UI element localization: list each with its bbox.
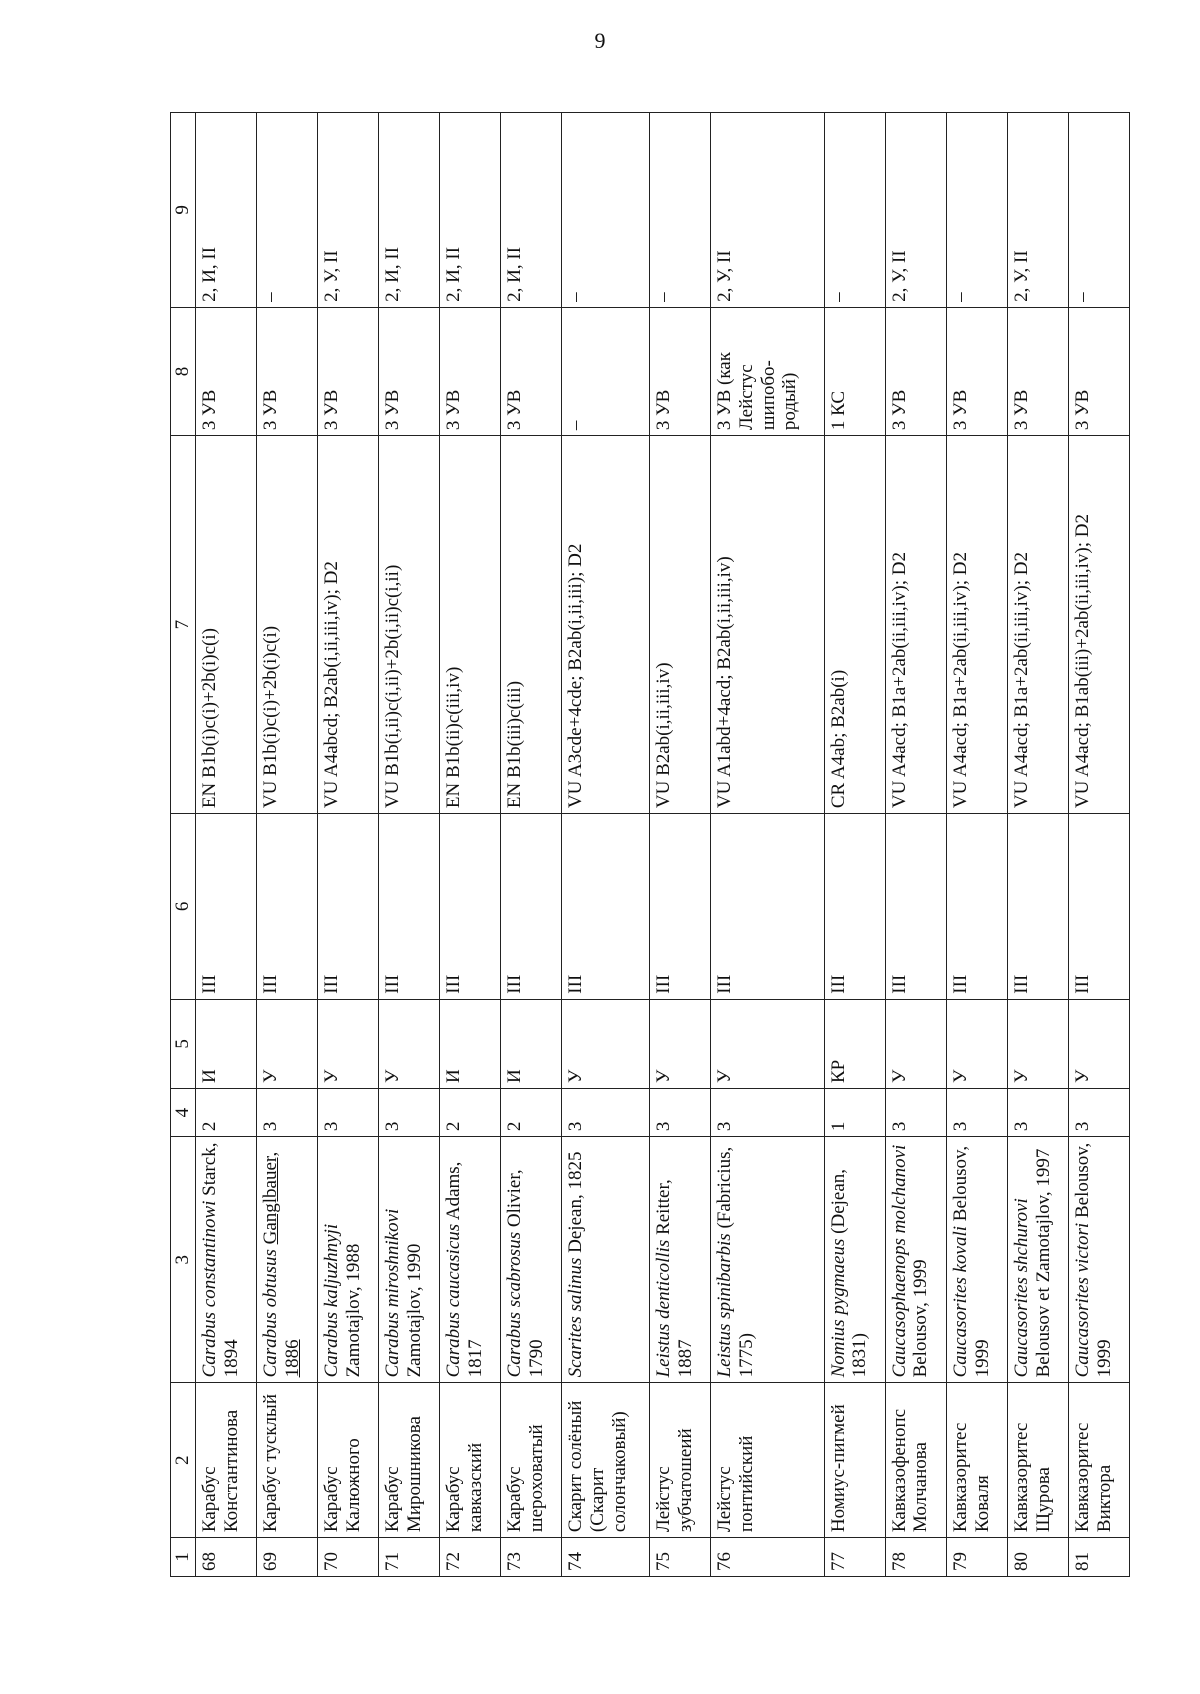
cell-col8: 3 УВ <box>501 307 562 435</box>
cell-col5: У <box>1007 999 1068 1088</box>
latin-genus-species: Carabus kaljuzhnyji <box>321 1223 343 1378</box>
cell-col6: III <box>501 814 562 1000</box>
cell-col6: III <box>257 814 318 1000</box>
cell-col6: III <box>440 814 501 1000</box>
header-cell: 7 <box>171 436 196 814</box>
latin-author: Ganglbauer, 1886 <box>260 1151 303 1378</box>
row-number: 69 <box>257 1538 318 1577</box>
cell-col7: VU A4acd; B1ab(iii)+2ab(ii,iii,iv); D2 <box>1068 436 1129 814</box>
cell-col8: 3 УВ <box>946 307 1007 435</box>
header-cell: 6 <box>171 814 196 1000</box>
latin-genus-species: Caucasorites victori <box>1071 1222 1093 1378</box>
row-number: 75 <box>649 1538 710 1577</box>
rotated-table-wrapper <box>170 112 1130 1577</box>
latin-name <box>824 1137 885 1383</box>
russian-name: Кавказоритес Коваля <box>946 1383 1007 1538</box>
russian-name: Кавказофенопс Молчанова <box>885 1383 946 1538</box>
header-cell: 3 <box>171 1137 196 1383</box>
page-number: 9 <box>594 28 606 53</box>
cell-col9: – <box>1068 113 1129 308</box>
latin-genus-species: Leistus spinibarbis <box>713 1233 735 1378</box>
latin-name <box>562 1137 649 1383</box>
cell-col7: VU A1abd+4acd; B2ab(i,ii,iii,iv) <box>710 436 824 814</box>
row-number: 74 <box>562 1538 649 1577</box>
latin-name <box>501 1137 562 1383</box>
latin-author: Belousov, 1999 <box>910 1259 932 1378</box>
latin-genus-species: Carabus scabrosus <box>504 1231 526 1378</box>
cell-col6: III <box>1068 814 1129 1000</box>
cell-col5: У <box>318 999 379 1088</box>
header-cell: 8 <box>171 307 196 435</box>
latin-genus-species: Carabus obtusus <box>260 1249 282 1378</box>
table-row <box>379 113 440 1577</box>
cell-col8: 3 УВ <box>649 307 710 435</box>
cell-col9: 2, И, II <box>501 113 562 308</box>
russian-name: Карабус тусклый <box>257 1383 318 1538</box>
cell-col6: III <box>885 814 946 1000</box>
latin-name <box>649 1137 710 1383</box>
cell-col7: VU A4acd; B1a+2ab(ii,iii,iv); D2 <box>946 436 1007 814</box>
cell-col5: У <box>946 999 1007 1088</box>
cell-col7: VU B1b(i)c(i)+2b(i)c(i) <box>257 436 318 814</box>
latin-name <box>440 1137 501 1383</box>
table-row <box>501 113 562 1577</box>
latin-author: (Dejean, 1831) <box>827 1168 871 1378</box>
latin-name <box>379 1137 440 1383</box>
cell-col8: 3 УВ <box>196 307 257 435</box>
russian-name: Карабус Мирошникова <box>379 1383 440 1538</box>
latin-author: Belousov et Zamotajlov, 1997 <box>1032 1148 1054 1378</box>
russian-name: Кавказоритес Виктора <box>1068 1383 1129 1538</box>
latin-genus-species: Carabus caucasicus <box>443 1223 465 1378</box>
latin-genus-species: Nomius pygmaeus <box>827 1238 849 1378</box>
cell-col9: 2, У, II <box>318 113 379 308</box>
cell-col8: 3 УВ (как Лейстус шипобо-родый) <box>710 307 824 435</box>
latin-author: (Fabricius, 1775) <box>713 1146 757 1378</box>
latin-genus-species: Caucasophaenops molchanovi <box>888 1144 910 1378</box>
row-number: 71 <box>379 1538 440 1577</box>
latin-author: Reitter, 1887 <box>652 1179 696 1378</box>
table-row <box>562 113 649 1577</box>
cell-col7: VU A3cde+4cde; B2ab(i,ii,iii); D2 <box>562 436 649 814</box>
latin-author: Olivier, 1790 <box>504 1169 548 1378</box>
latin-name <box>710 1137 824 1383</box>
cell-col5: У <box>649 999 710 1088</box>
table-body <box>196 113 1130 1577</box>
table-row <box>885 113 946 1577</box>
cell-col7: VU A4acd; B1a+2ab(ii,iii,iv); D2 <box>885 436 946 814</box>
cell-col7: EN B1b(i)c(i)+2b(i)c(i) <box>196 436 257 814</box>
russian-name: Лейстус понтийский <box>710 1383 824 1538</box>
table-row <box>946 113 1007 1577</box>
russian-name: Скарит солёный (Скарит солончаковый) <box>562 1383 649 1538</box>
cell-col5: У <box>710 999 824 1088</box>
cell-col5: У <box>1068 999 1129 1088</box>
latin-genus-species: Carabus constantinowi <box>199 1200 220 1378</box>
cell-col9: – <box>257 113 318 308</box>
cell-col7: CR A4ab; B2ab(i) <box>824 436 885 814</box>
row-number: 77 <box>824 1538 885 1577</box>
cell-col6: III <box>1007 814 1068 1000</box>
latin-author: Zamotajlov, 1990 <box>404 1243 426 1378</box>
cell-col4: 3 <box>1068 1089 1129 1137</box>
row-number: 80 <box>1007 1538 1068 1577</box>
cell-col9: 2, У, II <box>710 113 824 308</box>
row-number: 70 <box>318 1538 379 1577</box>
cell-col6: III <box>824 814 885 1000</box>
cell-col8: – <box>562 307 649 435</box>
cell-col6: III <box>379 814 440 1000</box>
table-row <box>196 113 257 1577</box>
russian-name: Номиус-пигмей <box>824 1383 885 1538</box>
cell-col4: 3 <box>649 1089 710 1137</box>
cell-col6: III <box>649 814 710 1000</box>
header-cell: 1 <box>171 1538 196 1577</box>
latin-name <box>946 1137 1007 1383</box>
cell-col8: 3 УВ <box>318 307 379 435</box>
cell-col9: 2, У, II <box>1007 113 1068 308</box>
latin-genus-species: Scarites salinus <box>565 1257 587 1378</box>
cell-col5: И <box>196 999 257 1088</box>
cell-col9: – <box>946 113 1007 308</box>
cell-col6: III <box>946 814 1007 1000</box>
latin-name <box>318 1137 379 1383</box>
cell-col6: III <box>318 814 379 1000</box>
cell-col9: – <box>562 113 649 308</box>
latin-name <box>196 1137 257 1383</box>
cell-col9: 2, И, II <box>196 113 257 308</box>
cell-col5: У <box>885 999 946 1088</box>
cell-col7: EN B1b(iii)c(iii) <box>501 436 562 814</box>
cell-col8: 3 УВ <box>257 307 318 435</box>
header-cell: 2 <box>171 1383 196 1538</box>
table-area <box>170 112 1130 1577</box>
cell-col6: III <box>710 814 824 1000</box>
cell-col8: 3 УВ <box>885 307 946 435</box>
latin-author: Adams, 1817 <box>443 1161 487 1378</box>
table-row <box>649 113 710 1577</box>
cell-col4: 3 <box>379 1089 440 1137</box>
cell-col4: 3 <box>257 1089 318 1137</box>
cell-col8: 3 УВ <box>379 307 440 435</box>
latin-genus-species: Caucasorites kovali <box>949 1225 971 1378</box>
header-cell: 4 <box>171 1089 196 1137</box>
cell-col8: 3 УВ <box>1068 307 1129 435</box>
latin-author: Belousov, 1999 <box>949 1145 993 1378</box>
header-cell: 9 <box>171 113 196 308</box>
cell-col9: – <box>824 113 885 308</box>
latin-author: Belousov, 1999 <box>1071 1142 1115 1378</box>
cell-col7: VU A4acd; B1a+2ab(ii,iii,iv); D2 <box>1007 436 1068 814</box>
latin-author: Starck, 1894 <box>199 1142 242 1378</box>
cell-col9: 2, И, II <box>379 113 440 308</box>
cell-col4: 3 <box>1007 1089 1068 1137</box>
cell-col4: 1 <box>824 1089 885 1137</box>
row-number: 72 <box>440 1538 501 1577</box>
latin-name <box>257 1137 318 1383</box>
cell-col5: И <box>440 999 501 1088</box>
cell-col5: И <box>501 999 562 1088</box>
latin-genus-species: Carabus miroshnikovi <box>382 1208 404 1378</box>
russian-name: Карабус кавказский <box>440 1383 501 1538</box>
cell-col4: 3 <box>710 1089 824 1137</box>
species-table <box>170 112 1130 1577</box>
cell-col4: 2 <box>501 1089 562 1137</box>
cell-col9: 2, У, II <box>885 113 946 308</box>
cell-col5: У <box>562 999 649 1088</box>
latin-author: Zamotajlov, 1988 <box>342 1243 364 1378</box>
cell-col9: – <box>649 113 710 308</box>
table-row <box>257 113 318 1577</box>
cell-col5: КР <box>824 999 885 1088</box>
cell-col4: 3 <box>885 1089 946 1137</box>
table-row <box>318 113 379 1577</box>
latin-name <box>1068 1137 1129 1383</box>
row-number: 79 <box>946 1538 1007 1577</box>
cell-col8: 3 УВ <box>440 307 501 435</box>
latin-genus-species: Caucasorites shchurovi <box>1010 1198 1032 1378</box>
cell-col5: У <box>379 999 440 1088</box>
table-row <box>824 113 885 1577</box>
cell-col6: III <box>562 814 649 1000</box>
cell-col7: VU B1b(i,ii)c(i,ii)+2b(i,ii)c(i,ii) <box>379 436 440 814</box>
russian-name: Карабус шероховатый <box>501 1383 562 1538</box>
row-number: 78 <box>885 1538 946 1577</box>
row-number: 68 <box>196 1538 257 1577</box>
cell-col7: VU A4abcd; B2ab(i,ii,iii,iv); D2 <box>318 436 379 814</box>
row-number: 81 <box>1068 1538 1129 1577</box>
latin-author: Dejean, 1825 <box>565 1151 587 1253</box>
cell-col4: 2 <box>196 1089 257 1137</box>
russian-name: Карабус Калюжного <box>318 1383 379 1538</box>
cell-col8: 1 КС <box>824 307 885 435</box>
cell-col7: VU B2ab(i,ii,iii,iv) <box>649 436 710 814</box>
table-row <box>440 113 501 1577</box>
row-number: 73 <box>501 1538 562 1577</box>
cell-col4: 2 <box>440 1089 501 1137</box>
table-row <box>1007 113 1068 1577</box>
table-row <box>710 113 824 1577</box>
header-row <box>171 113 196 1577</box>
russian-name: Лейстус зубчатошеий <box>649 1383 710 1538</box>
cell-col6: III <box>196 814 257 1000</box>
russian-name: Кавказоритес Щурова <box>1007 1383 1068 1538</box>
row-number: 76 <box>710 1538 824 1577</box>
table-row <box>1068 113 1129 1577</box>
latin-name <box>1007 1137 1068 1383</box>
cell-col4: 3 <box>318 1089 379 1137</box>
header-cell: 5 <box>171 999 196 1088</box>
cell-col4: 3 <box>946 1089 1007 1137</box>
latin-genus-species: Leistus denticollis <box>652 1239 674 1378</box>
cell-col7: EN B1b(ii)c(iii,iv) <box>440 436 501 814</box>
cell-col5: У <box>257 999 318 1088</box>
cell-col8: 3 УВ <box>1007 307 1068 435</box>
latin-name <box>885 1137 946 1383</box>
russian-name: Карабус Константинова <box>196 1383 257 1538</box>
cell-col4: 3 <box>562 1089 649 1137</box>
cell-col9: 2, И, II <box>440 113 501 308</box>
